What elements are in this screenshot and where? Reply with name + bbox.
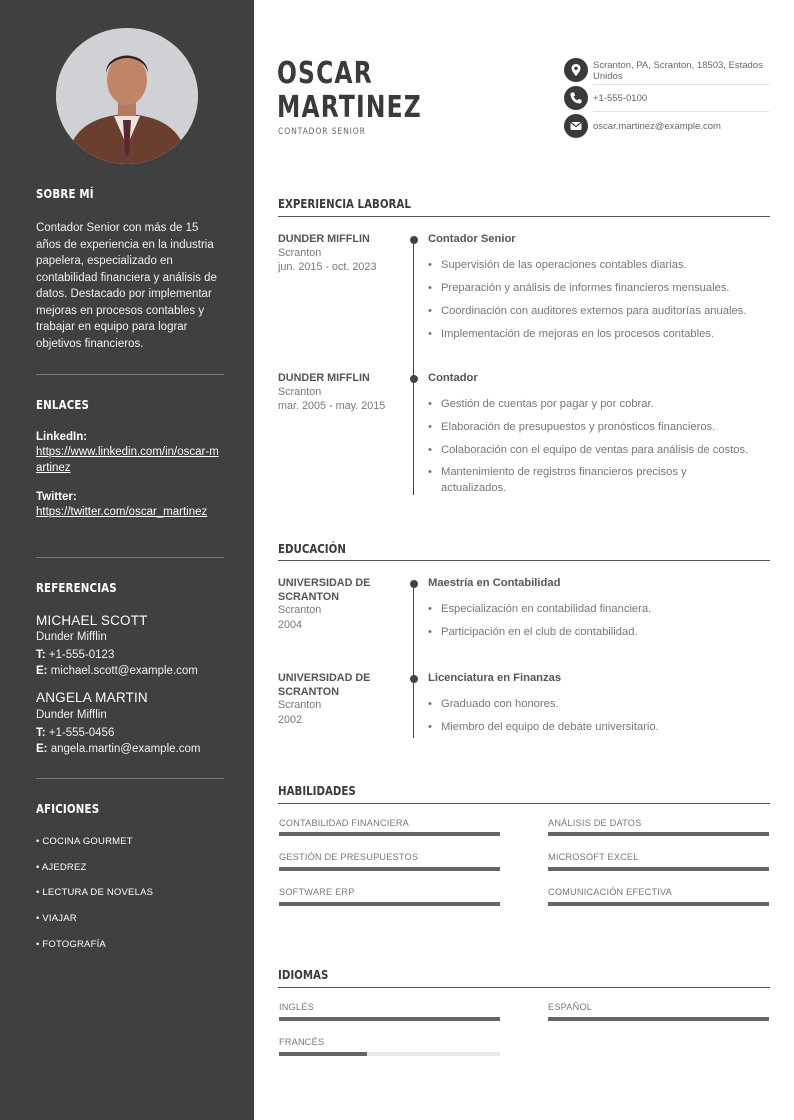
education-bullet: • Especialización en contabilidad financiera. (441, 601, 771, 617)
skill-bar (279, 832, 500, 836)
links-heading: ENLACES (36, 397, 90, 412)
contact-email: oscar.martinez@example.com (593, 121, 721, 132)
twitter-label: Twitter: (36, 491, 77, 503)
profile-photo (56, 28, 198, 164)
skill-label: CONTABILIDAD FINANCIERA (279, 818, 410, 828)
school-year: 2004 (278, 619, 303, 631)
timeline-line (413, 240, 414, 495)
divider (36, 557, 224, 558)
job-role: Contador (428, 372, 478, 384)
skill-label: SOFTWARE ERP (279, 887, 355, 897)
divider (36, 778, 224, 779)
timeline-line (413, 584, 414, 738)
timeline-dot (410, 375, 418, 383)
job-dates: jun. 2015 - oct. 2023 (278, 261, 377, 273)
about-heading: SOBRE MÍ (36, 186, 94, 201)
timeline-dot (410, 580, 418, 588)
degree-title: Maestría en Contabilidad (428, 577, 561, 589)
job-bullet: • Colaboración con el equipo de ventas para análisis de costos. (441, 442, 771, 458)
reference-name: ANGELA MARTIN (36, 690, 148, 705)
divider (278, 803, 770, 804)
location-pin-icon (564, 58, 588, 82)
divider (593, 84, 769, 85)
job-company: DUNDER MIFFLIN (278, 372, 370, 384)
school-name: UNIVERSIDAD DE SCRANTON (278, 672, 371, 698)
reference-name: MICHAEL SCOTT (36, 613, 148, 628)
skill-label: MICROSOFT EXCEL (548, 852, 639, 862)
hobbies-heading: AFICIONES (36, 801, 100, 816)
job-bullet: • Preparación y análisis de informes financieros mensuales. (441, 280, 771, 296)
job-location: Scranton (278, 386, 322, 398)
skill-bar (279, 867, 500, 871)
hobby-item: • VIAJAR (36, 913, 77, 924)
hobby-item: • AJEDREZ (36, 862, 87, 873)
language-bar (548, 1017, 769, 1021)
education-bullet: • Graduado con honores. (441, 696, 771, 712)
reference-email: E: angela.martin@example.com (36, 743, 201, 755)
timeline-dot (410, 236, 418, 244)
divider (593, 111, 769, 112)
job-role: Contador Senior (428, 233, 516, 245)
skill-label: COMUNICACIÓN EFECTIVA (548, 887, 672, 897)
school-year: 2002 (278, 714, 303, 726)
skill-bar (548, 902, 769, 906)
linkedin-link[interactable]: https://www.linkedin.com/in/oscar-martinez (36, 446, 219, 474)
reference-company: Dunder Mifflin (36, 709, 107, 721)
reference-email: E: michael.scott@example.com (36, 665, 198, 677)
hobby-item: • LECTURA DE NOVELAS (36, 887, 154, 898)
skill-bar (548, 832, 769, 836)
language-label: ESPAÑOL (548, 1002, 593, 1012)
skill-bar (279, 902, 500, 906)
job-location: Scranton (278, 247, 322, 259)
contact-phone: +1-555-0100 (593, 93, 648, 104)
job-bullet: • Gestión de cuentas por pagar y por cobrar. (441, 396, 771, 412)
sidebar (0, 0, 254, 1120)
job-bullet: • Mantenimiento de registros financieros precisos y actualizados. (441, 464, 741, 496)
reference-phone: T: +1-555-0123 (36, 649, 115, 661)
envelope-icon (564, 114, 588, 138)
hobby-item: • FOTOGRAFÍA (36, 939, 106, 950)
job-bullet: • Implementación de mejoras en los procesos contables. (441, 326, 771, 342)
degree-title: Licenciatura en Finanzas (428, 672, 562, 684)
education-bullet: • Miembro del equipo de debate universitario. (441, 719, 771, 735)
skill-bar (548, 867, 769, 871)
language-label: FRANCÉS (279, 1037, 325, 1047)
job-bullet: • Coordinación con auditores externos para auditorías anuales. (441, 303, 771, 319)
language-bar (279, 1052, 500, 1056)
job-bullet: • Elaboración de presupuestos y pronósticos financieros. (441, 419, 771, 435)
language-bar (279, 1017, 500, 1021)
about-text: Contador Senior con más de 15 años de experiencia en la industria papelera, especializado en contabilidad financiera y análisis de datos. Destacado por implementar mejoras en procesos contables y trabajar en equipo para lograr objetivos financieros. (36, 222, 217, 350)
references-heading: REFERENCIAS (36, 580, 117, 595)
school-location: Scranton (278, 604, 322, 616)
reference-phone: T: +1-555-0456 (36, 727, 115, 739)
divider (36, 374, 224, 375)
twitter-link[interactable]: https://twitter.com/oscar_martinez (36, 506, 208, 518)
first-name: OSCAR (277, 56, 373, 91)
job-company: DUNDER MIFFLIN (278, 233, 370, 245)
language-label: INGLÉS (279, 1002, 314, 1012)
timeline-dot (410, 675, 418, 683)
contact-address: Scranton, PA, Scranton, 18503, Estados Unidos (593, 60, 763, 82)
education-bullet: • Participación en el club de contabilidad. (441, 624, 771, 640)
reference-company: Dunder Mifflin (36, 631, 107, 643)
divider (278, 560, 770, 561)
job-title: CONTADOR SENIOR (278, 127, 366, 137)
hobby-item: • COCINA GOURMET (36, 836, 133, 847)
divider (278, 987, 770, 988)
skill-label: ANÁLISIS DE DATOS (548, 818, 642, 828)
skill-label: GESTIÓN DE PRESUPUESTOS (279, 852, 419, 862)
divider (278, 216, 770, 217)
job-dates: mar. 2005 - may. 2015 (278, 400, 386, 412)
linkedin-label: LinkedIn: (36, 431, 88, 443)
school-name: UNIVERSIDAD DE SCRANTON (278, 577, 371, 603)
phone-icon (564, 86, 588, 110)
job-bullet: • Supervisión de las operaciones contables diarias. (441, 257, 771, 273)
school-location: Scranton (278, 699, 322, 711)
experience-heading: EXPERIENCIA LABORAL (278, 196, 411, 211)
languages-heading: IDIOMAS (278, 967, 329, 982)
skills-heading: HABILIDADES (278, 783, 356, 798)
education-heading: EDUCACIÓN (278, 541, 346, 556)
last-name: MARTINEZ (277, 90, 422, 125)
